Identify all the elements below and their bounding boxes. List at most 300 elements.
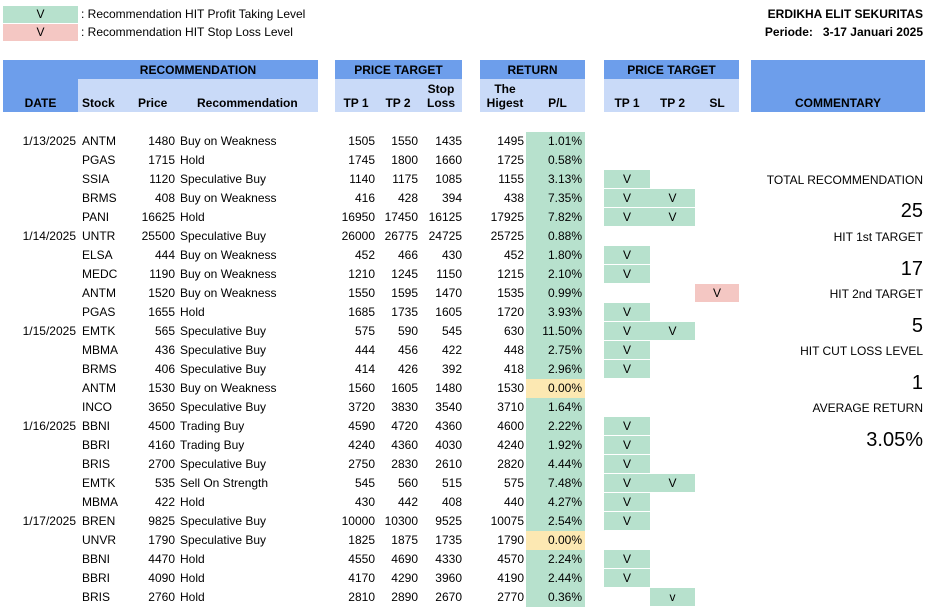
cell-stop-loss: 9525	[435, 514, 462, 528]
cell-hit-sl	[695, 550, 739, 569]
cell-hit-tp2: v	[650, 588, 695, 606]
header-tp2-hit: TP 2	[659, 96, 686, 110]
cell-stop-loss: 515	[441, 476, 462, 490]
cell-recommendation: Trading Buy	[180, 419, 245, 433]
cell-tp1: 1210	[348, 267, 375, 281]
header-price-target-hit: PRICE TARGET	[627, 63, 716, 77]
cell-date: 1/13/2025	[22, 134, 76, 148]
cell-hit-tp1: V	[604, 170, 650, 188]
cell-hit-tp2	[650, 132, 695, 151]
cell-pl: 0.88%	[526, 227, 585, 246]
cell-price: 4470	[148, 552, 175, 566]
header-commentary: COMMENTARY	[795, 96, 881, 110]
cell-hit-sl	[695, 208, 739, 227]
cell-hit-tp1: V	[604, 550, 650, 568]
cell-hit-tp2	[650, 227, 695, 246]
cell-date: 1/14/2025	[22, 229, 76, 243]
header-stop: Stop	[427, 82, 455, 96]
cell-stock: EMTK	[82, 324, 116, 338]
cell-stock: ANTM	[82, 381, 116, 395]
table-row	[0, 417, 928, 436]
cell-stock: BRMS	[82, 191, 117, 205]
cell-tp1: 10000	[341, 514, 375, 528]
cell-stop-loss: 3960	[435, 571, 462, 585]
cell-stock: BBNI	[82, 419, 111, 433]
average-return-label: AVERAGE RETURN	[812, 401, 923, 415]
cell-stop-loss: 1660	[435, 153, 462, 167]
cell-price: 1655	[148, 305, 175, 319]
cell-date: 1/16/2025	[22, 419, 76, 433]
header-loss: Loss	[426, 96, 455, 110]
cell-pl: 7.48%	[526, 474, 585, 493]
hit1-label: HIT 1st TARGET	[833, 230, 923, 244]
header-recommendation: RECOMMENDATION	[139, 63, 257, 77]
cell-pl: 1.92%	[526, 436, 585, 455]
cell-stop-loss: 545	[441, 324, 462, 338]
cell-highest: 3710	[497, 400, 524, 414]
cell-highest: 4190	[497, 571, 524, 585]
cell-hit-tp1: V	[604, 455, 650, 473]
cell-tp2: 3830	[391, 400, 418, 414]
cell-hit-tp2: V	[650, 189, 695, 207]
header-stock: Stock	[82, 96, 115, 110]
cell-highest: 4600	[497, 419, 524, 433]
cell-highest: 1155	[498, 172, 524, 186]
cell-recommendation: Hold	[180, 495, 205, 509]
cell-hit-sl	[695, 493, 739, 512]
header-tp1: TP 1	[343, 96, 369, 110]
table-row	[0, 588, 928, 607]
table-row	[0, 265, 928, 284]
cell-tp2: 26775	[384, 229, 418, 243]
table-row	[0, 322, 928, 341]
table-row	[0, 550, 928, 569]
cell-pl: 0.00%	[526, 379, 585, 398]
cell-tp1: 452	[354, 248, 375, 262]
cell-stock: SSIA	[82, 172, 110, 186]
cell-hit-sl	[695, 455, 739, 474]
cell-stock: MBMA	[82, 343, 118, 357]
cell-price: 25500	[141, 229, 175, 243]
table-row	[0, 303, 928, 322]
cell-hit-sl	[695, 151, 739, 170]
table-row	[0, 246, 928, 265]
cell-tp2: 4360	[391, 438, 418, 452]
cell-date	[3, 151, 76, 170]
cell-recommendation: Speculative Buy	[180, 172, 267, 186]
table-row	[0, 436, 928, 455]
cell-stock: EMTK	[82, 476, 116, 490]
cell-stop-loss: 4360	[435, 419, 462, 433]
cell-hit-tp2	[650, 341, 695, 360]
cell-stop-loss: 394	[441, 191, 462, 205]
cell-stop-loss: 1735	[435, 533, 462, 547]
cell-tp2: 1735	[391, 305, 418, 319]
cell-date	[3, 550, 76, 569]
cell-date	[3, 360, 76, 379]
cell-stop-loss: 4330	[435, 552, 462, 566]
cell-hit-sl	[695, 227, 739, 246]
cell-hit-tp2: V	[650, 208, 695, 226]
cell-hit-tp2	[650, 379, 695, 398]
cell-tp1: 414	[354, 362, 375, 376]
cell-hit-tp2	[650, 417, 695, 436]
cell-hit-sl	[695, 474, 739, 493]
cell-hit-tp1: V	[604, 265, 650, 283]
cell-tp2: 10300	[384, 514, 418, 528]
cell-price: 4500	[148, 419, 175, 433]
cell-price: 2760	[148, 590, 175, 604]
cell-hit-tp2	[650, 170, 695, 189]
cell-date	[3, 284, 76, 303]
cell-tp2: 1595	[391, 286, 418, 300]
cell-date: 1/15/2025	[22, 324, 76, 338]
cell-pl: 1.01%	[526, 132, 585, 151]
cell-date	[3, 208, 76, 227]
cell-tp2: 1605	[391, 381, 418, 395]
cell-stock: ANTM	[82, 134, 116, 148]
cell-hit-tp1: V	[604, 493, 650, 511]
cell-tp1: 1825	[348, 533, 375, 547]
cell-tp2: 1245	[391, 267, 418, 281]
header-price: Price	[138, 96, 168, 110]
cell-hit-tp1	[604, 151, 650, 170]
cell-date	[3, 531, 76, 550]
cell-hit-tp1: V	[604, 341, 650, 359]
cell-stock: ELSA	[82, 248, 113, 262]
legend-tp-text: : Recommendation HIT Profit Taking Level	[81, 7, 306, 21]
cell-hit-tp1: V	[604, 208, 650, 226]
cell-hit-tp1: V	[604, 512, 650, 530]
cell-hit-tp1: V	[604, 189, 650, 207]
cell-pl: 2.75%	[526, 341, 585, 360]
cell-hit-tp2	[650, 284, 695, 303]
cell-recommendation: Speculative Buy	[180, 324, 267, 338]
table-row	[0, 360, 928, 379]
cell-hit-tp2	[650, 246, 695, 265]
cell-tp2: 590	[397, 324, 418, 338]
cell-tp1: 1685	[348, 305, 375, 319]
cell-highest: 418	[503, 362, 524, 376]
cell-stop-loss: 3540	[435, 400, 462, 414]
hit2-label: HIT 2nd TARGET	[829, 287, 923, 301]
table-row	[0, 208, 928, 227]
cell-stock: PGAS	[82, 305, 116, 319]
cell-highest: 438	[503, 191, 524, 205]
cell-hit-tp1	[604, 379, 650, 398]
table-row	[0, 455, 928, 474]
cell-stock: BRIS	[82, 457, 111, 471]
cell-recommendation: Speculative Buy	[180, 400, 267, 414]
cell-highest: 1535	[497, 286, 524, 300]
cell-hit-sl	[695, 341, 739, 360]
header-return: RETURN	[507, 63, 558, 77]
cell-date	[3, 569, 76, 588]
cell-hit-tp1	[604, 531, 650, 550]
cell-recommendation: Hold	[180, 305, 205, 319]
cell-tp1: 545	[354, 476, 375, 490]
cell-tp1: 4590	[348, 419, 375, 433]
cell-tp1: 1505	[348, 134, 375, 148]
cell-pl: 4.27%	[526, 493, 585, 512]
table-row	[0, 151, 928, 170]
cell-hit-tp2	[650, 303, 695, 322]
cell-hit-tp1	[604, 588, 650, 607]
cell-tp2: 1175	[392, 172, 418, 186]
cell-stock: BBNI	[82, 552, 111, 566]
cell-hit-tp1	[604, 227, 650, 246]
cell-price: 1190	[149, 267, 175, 281]
cell-stock: UNVR	[82, 533, 117, 547]
cell-pl: 2.44%	[526, 569, 585, 588]
cell-stop-loss: 430	[441, 248, 462, 262]
cell-tp2: 1800	[391, 153, 418, 167]
cell-recommendation: Buy on Weakness	[180, 381, 277, 395]
company-name: ERDIKHA ELIT SEKURITAS	[767, 7, 923, 21]
cell-recommendation: Buy on Weakness	[180, 286, 277, 300]
cell-tp2: 428	[397, 191, 418, 205]
cell-stop-loss: 408	[441, 495, 462, 509]
cell-stop-loss: 4030	[435, 438, 462, 452]
cell-price: 444	[154, 248, 175, 262]
cell-highest: 25725	[490, 229, 524, 243]
cell-tp2: 4720	[391, 419, 418, 433]
cell-stock: BREN	[82, 514, 116, 528]
cell-stop-loss: 24725	[428, 229, 462, 243]
cell-pl: 0.58%	[526, 151, 585, 170]
cell-recommendation: Speculative Buy	[180, 343, 267, 357]
cell-stop-loss: 1150	[436, 267, 462, 281]
cell-tp2: 4690	[391, 552, 418, 566]
cell-highest: 2770	[497, 590, 524, 604]
cell-tp2: 2830	[391, 457, 418, 471]
table-row	[0, 531, 928, 550]
cell-hit-tp2: V	[650, 322, 695, 340]
cell-date	[3, 341, 76, 360]
cell-pl: 2.24%	[526, 550, 585, 569]
table-row	[0, 493, 928, 512]
cell-tp1: 1140	[349, 172, 375, 186]
cell-stop-loss: 1085	[435, 172, 462, 186]
cell-price: 3650	[148, 400, 175, 414]
cell-hit-tp2: V	[650, 474, 695, 492]
cell-price: 1480	[148, 134, 175, 148]
cell-pl: 7.35%	[526, 189, 585, 208]
cell-stop-loss: 2670	[435, 590, 462, 604]
cell-price: 16625	[141, 210, 175, 224]
cell-tp1: 416	[354, 191, 375, 205]
cell-tp2: 1550	[391, 134, 418, 148]
header-rec: Recommendation	[197, 96, 298, 110]
cell-tp2: 2890	[391, 590, 418, 604]
header-sl-hit: SL	[709, 96, 725, 110]
cell-tp2: 1875	[391, 533, 418, 547]
cell-hit-sl	[695, 398, 739, 417]
cell-hit-sl	[695, 436, 739, 455]
cell-price: 1715	[148, 153, 175, 167]
cell-recommendation: Trading Buy	[180, 438, 245, 452]
table-row	[0, 284, 928, 303]
cell-stop-loss: 1435	[435, 134, 462, 148]
table-row	[0, 379, 928, 398]
cell-price: 565	[154, 324, 175, 338]
cut-loss-value: 1	[911, 372, 923, 394]
cell-tp2: 17450	[384, 210, 418, 224]
period: Periode: 3-17 Januari 2025	[764, 25, 923, 39]
cell-pl: 2.22%	[526, 417, 585, 436]
cell-hit-sl	[695, 322, 739, 341]
cell-stop-loss: 1605	[435, 305, 462, 319]
cell-hit-sl	[695, 132, 739, 151]
cell-stock: BBRI	[82, 571, 111, 585]
average-return-value: 3.05%	[866, 429, 923, 451]
cell-hit-sl	[695, 189, 739, 208]
cell-recommendation: Hold	[180, 590, 205, 604]
cell-hit-tp1	[604, 284, 650, 303]
table-row	[0, 227, 928, 246]
hit1-value: 17	[900, 258, 923, 280]
cell-tp1: 430	[354, 495, 375, 509]
cell-hit-tp2	[650, 569, 695, 588]
cell-highest: 4570	[497, 552, 524, 566]
cell-hit-sl	[695, 360, 739, 379]
cell-stop-loss: 16125	[428, 210, 462, 224]
cell-highest: 1790	[497, 533, 524, 547]
cell-stop-loss: 1470	[435, 286, 462, 300]
cell-hit-tp1: V	[604, 246, 650, 264]
cell-recommendation: Hold	[180, 552, 205, 566]
cell-tp2: 560	[397, 476, 418, 490]
cell-highest: 17925	[490, 210, 524, 224]
cell-recommendation: Speculative Buy	[180, 229, 267, 243]
cell-price: 1520	[148, 286, 175, 300]
cell-tp1: 16950	[341, 210, 375, 224]
table-row	[0, 341, 928, 360]
cell-date	[3, 493, 76, 512]
cell-highest: 1725	[497, 153, 524, 167]
cell-date	[3, 170, 76, 189]
table-row	[0, 189, 928, 208]
cell-recommendation: Buy on Weakness	[180, 134, 277, 148]
cell-hit-tp1: V	[604, 436, 650, 454]
cell-highest: 1495	[497, 134, 524, 148]
cut-loss-label: HIT CUT LOSS LEVEL	[800, 344, 923, 358]
cell-tp1: 26000	[341, 229, 375, 243]
cell-date	[3, 588, 76, 607]
cell-hit-sl	[695, 531, 739, 550]
cell-pl: 11.50%	[526, 322, 585, 341]
cell-tp2: 4290	[391, 571, 418, 585]
cell-stop-loss: 2610	[435, 457, 462, 471]
cell-hit-tp2	[650, 550, 695, 569]
cell-hit-sl	[695, 417, 739, 436]
cell-pl: 1.64%	[526, 398, 585, 417]
header-date: DATE	[24, 96, 57, 110]
cell-stock: BRIS	[82, 590, 111, 604]
cell-highest: 1530	[497, 381, 524, 395]
cell-date	[3, 474, 76, 493]
header-tp1-hit: TP 1	[614, 96, 640, 110]
cell-tp1: 2750	[348, 457, 375, 471]
cell-hit-tp1	[604, 398, 650, 417]
cell-price: 1790	[148, 533, 175, 547]
cell-pl: 0.00%	[526, 531, 585, 550]
cell-hit-sl	[695, 569, 739, 588]
cell-hit-sl	[695, 588, 739, 607]
cell-price: 406	[154, 362, 175, 376]
hit2-value: 5	[911, 315, 923, 337]
cell-price: 1120	[149, 172, 175, 186]
cell-hit-tp2	[650, 436, 695, 455]
cell-pl: 7.82%	[526, 208, 585, 227]
cell-hit-tp1: V	[604, 303, 650, 321]
cell-recommendation: Buy on Weakness	[180, 191, 277, 205]
cell-hit-tp2	[650, 512, 695, 531]
cell-recommendation: Speculative Buy	[180, 514, 267, 528]
cell-pl: 2.96%	[526, 360, 585, 379]
cell-hit-sl	[695, 265, 739, 284]
cell-pl: 4.44%	[526, 455, 585, 474]
cell-highest: 448	[503, 343, 524, 357]
cell-price: 422	[154, 495, 175, 509]
cell-hit-tp1: V	[604, 569, 650, 587]
cell-tp1: 4550	[348, 552, 375, 566]
cell-date	[3, 303, 76, 322]
cell-tp1: 4170	[348, 571, 375, 585]
cell-price: 2700	[148, 457, 175, 471]
legend-sl-text: : Recommendation HIT Stop Loss Level	[81, 25, 293, 39]
total-recommendation-value: 25	[900, 200, 923, 222]
cell-stock: UNTR	[82, 229, 116, 243]
cell-highest: 4240	[497, 438, 524, 452]
cell-pl: 0.36%	[526, 588, 585, 607]
cell-recommendation: Sell On Strength	[180, 476, 269, 490]
cell-date	[3, 189, 76, 208]
table-row	[0, 512, 928, 531]
cell-tp2: 466	[397, 248, 418, 262]
cell-stock: PANI	[82, 210, 110, 224]
cell-hit-tp1: V	[604, 322, 650, 340]
cell-date: 1/17/2025	[22, 514, 76, 528]
cell-hit-sl	[695, 512, 739, 531]
cell-date	[3, 246, 76, 265]
cell-date	[3, 379, 76, 398]
cell-recommendation: Speculative Buy	[180, 362, 267, 376]
cell-stop-loss: 422	[441, 343, 462, 357]
cell-hit-tp2	[650, 265, 695, 284]
table-row	[0, 398, 928, 417]
cell-stock: MEDC	[82, 267, 118, 281]
cell-pl: 1.80%	[526, 246, 585, 265]
cell-highest: 2820	[497, 457, 524, 471]
cell-tp1: 1550	[348, 286, 375, 300]
header-price-target: PRICE TARGET	[354, 63, 443, 77]
legend-sl-swatch: V	[3, 24, 78, 41]
cell-price: 4090	[148, 571, 175, 585]
cell-price: 436	[154, 343, 175, 357]
cell-stock: MBMA	[82, 495, 118, 509]
cell-highest: 1215	[497, 267, 524, 281]
header-pl: P/L	[548, 96, 567, 110]
cell-pl: 3.93%	[526, 303, 585, 322]
cell-hit-tp2	[650, 455, 695, 474]
cell-date	[3, 398, 76, 417]
cell-hit-sl	[695, 170, 739, 189]
cell-stop-loss: 1480	[435, 381, 462, 395]
legend-tp-swatch: V	[3, 6, 78, 23]
cell-hit-tp1: V	[604, 474, 650, 492]
cell-pl: 2.54%	[526, 512, 585, 531]
